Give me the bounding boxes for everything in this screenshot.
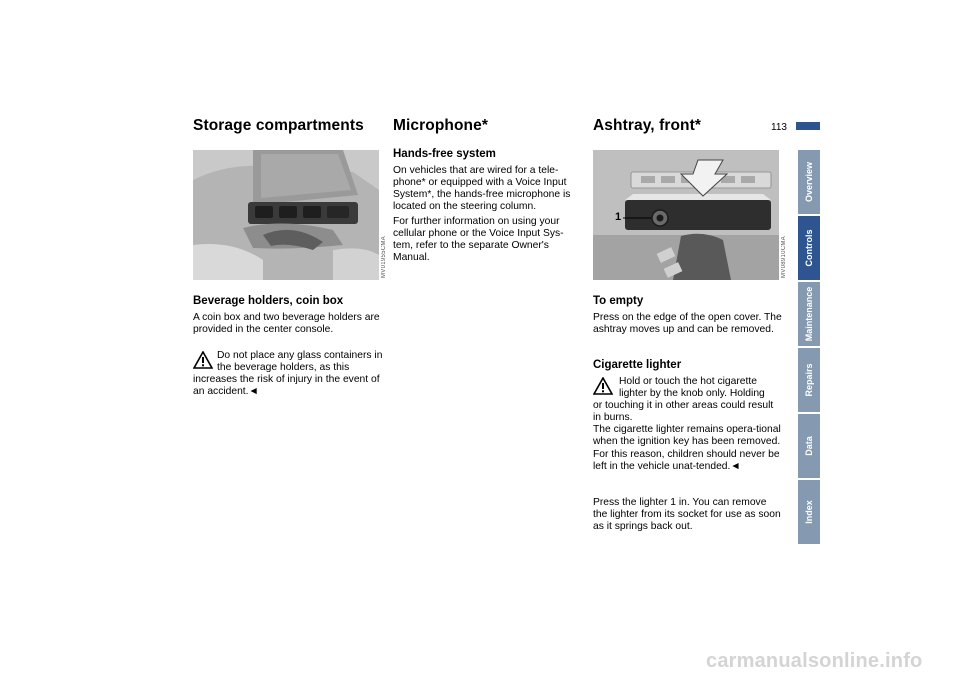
tab-label: Data <box>804 436 814 456</box>
warning-block <box>593 376 783 473</box>
subtitle-cigarette-lighter: Cigarette lighter <box>593 359 682 371</box>
subtitle-to-empty: To empty <box>593 295 644 307</box>
warning-text-rest: or touching it in other areas could result in burns. <box>593 400 774 424</box>
page-bar <box>796 122 820 130</box>
watermark: carmanualsonline.info <box>706 650 923 672</box>
tab-data[interactable] <box>798 414 820 478</box>
warning-text-lead: Hold or touch the hot cigarette lighter by the knob only. Holding <box>619 376 765 400</box>
photo-code: MV08910CMA <box>781 236 787 279</box>
tab-label: Index <box>804 500 814 524</box>
warning-text-rest: increases the risk of injury in the event of an accident.◄ <box>193 374 380 398</box>
paragraph: The cigarette lighter remains opera-tional when the ignition key has been removed. For this reason, children should never be left in the vehicle unat-tended.◄ <box>593 424 781 472</box>
paragraph: On vehicles that are wired for a tele-phone* or equipped with a Voice Input System*, the hands-free microphone is located on the steering column. <box>393 165 571 213</box>
section-title-storage: Storage compartments <box>193 117 364 134</box>
warning-block <box>193 350 383 398</box>
tab-label: Controls <box>804 229 814 267</box>
tab-overview[interactable] <box>798 150 820 214</box>
tab-label: Maintenance <box>804 286 814 342</box>
paragraph: Press the lighter 1 in. You can remove the lighter from its socket for use as soon as it springs back out. <box>593 497 781 533</box>
photo-code: MV01955CMA <box>381 236 387 279</box>
warning-triangle-icon <box>593 377 613 395</box>
tab-repairs[interactable] <box>798 348 820 412</box>
tab-controls[interactable] <box>798 216 820 280</box>
subtitle-beverage-holders: Beverage holders, coin box <box>193 295 344 307</box>
section-title-ashtray: Ashtray, front* <box>593 117 702 134</box>
subtitle-hands-free: Hands-free system <box>393 148 496 160</box>
photo-callout-1: 1 <box>615 211 622 223</box>
paragraph: For further information on using your cellular phone or the Voice Input Sys-tem, refer to the separate Owner's Manual. <box>393 216 564 264</box>
paragraph: A coin box and two beverage holders are provided in the center console. <box>193 312 380 336</box>
page-number: 113 <box>771 122 787 133</box>
tab-label: Repairs <box>804 363 814 397</box>
warning-triangle-icon <box>193 351 213 369</box>
tab-index[interactable] <box>798 480 820 544</box>
console-illustration <box>193 150 379 280</box>
section-title-microphone: Microphone* <box>393 117 488 134</box>
warning-text-lead: Do not place any glass containers in the beverage holders, as this <box>217 350 383 374</box>
photo-center-console <box>193 150 379 280</box>
tab-label: Overview <box>804 161 814 203</box>
tab-maintenance[interactable] <box>798 282 820 346</box>
photo-ashtray <box>593 150 779 280</box>
paragraph: Press on the edge of the open cover. The ashtray moves up and can be removed. <box>593 312 782 336</box>
